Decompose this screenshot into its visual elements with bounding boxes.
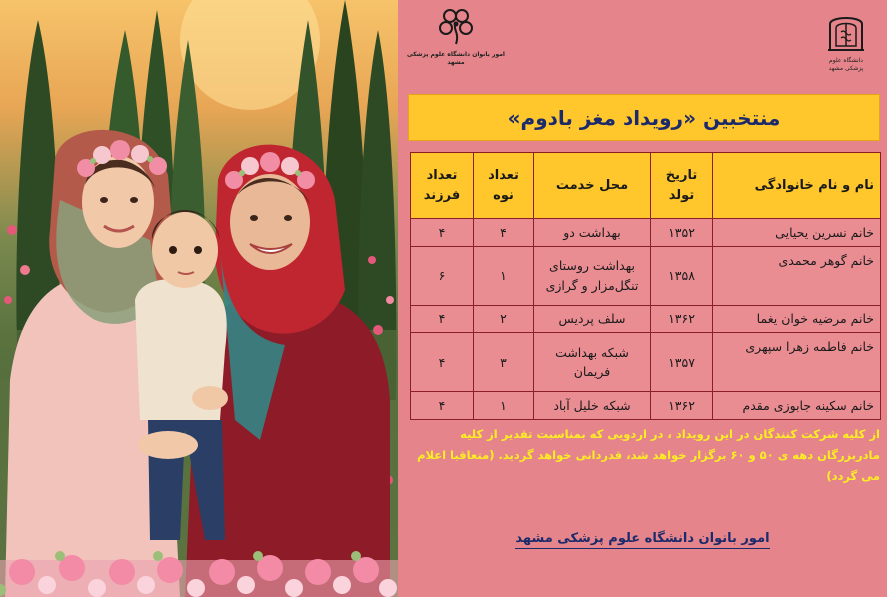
table-row (411, 333, 881, 392)
footer-signature: امور بانوان دانشگاه علوم پزشکی مشهد (515, 531, 769, 549)
cell-grandchildren: ۱ (474, 246, 534, 305)
table-row (411, 392, 881, 420)
announcement-note: از کلیه شرکت کنندگان در این رویداد ، در اردویی که بمناسبت تقدیر از کلیه مادربزرگان دهه ی ۵۰ و ۶۰ برگزار خواهد شد، قدردانی خواهد گردید. (متعاقبا اعلام می گردد) (417, 427, 880, 483)
cell-place: شبکه بهداشت فریمان (534, 333, 651, 392)
cell-place: بهداشت روستای تنگل‌مزار و گرازی (534, 246, 651, 305)
cell-name: خانم فاطمه زهرا سپهری (713, 333, 881, 392)
table-row (411, 246, 881, 305)
cell-children: ۴ (411, 305, 474, 333)
info-panel (398, 0, 887, 597)
table-header-row (411, 153, 881, 219)
cell-name: خانم نسرین یحیایی (713, 219, 881, 247)
family-photo (0, 0, 398, 597)
university-logo-caption: دانشگاه علوم پزشکی مشهد (828, 57, 864, 72)
table-row (411, 305, 881, 333)
cell-children: ۶ (411, 246, 474, 305)
women-affairs-emblem-icon (438, 6, 474, 46)
cell-grandchildren: ۲ (474, 305, 534, 333)
cell-birth: ۱۳۵۲ (651, 219, 713, 247)
cell-name: خانم گوهر محمدی (713, 246, 881, 305)
footer (398, 527, 887, 546)
university-logo (821, 10, 871, 73)
women-affairs-logo-caption: امور بانوان دانشگاه علوم پزشکی مشهد (407, 51, 505, 66)
cell-place: سلف پردیس (534, 305, 651, 333)
cell-grandchildren: ۳ (474, 333, 534, 392)
cell-birth: ۱۳۶۲ (651, 392, 713, 420)
table-row (411, 219, 881, 247)
header-name: نام و نام خانوادگی (713, 153, 881, 219)
cell-birth: ۱۳۶۲ (651, 305, 713, 333)
winners-table (410, 152, 881, 420)
family-photo-illustration (0, 0, 398, 597)
cell-name: خانم سکینه جابوزی مقدم (713, 392, 881, 420)
university-emblem-icon (826, 10, 866, 52)
women-affairs-logo (406, 6, 506, 67)
cell-grandchildren: ۴ (474, 219, 534, 247)
header-place: محل خدمت (534, 153, 651, 219)
cell-children: ۴ (411, 392, 474, 420)
header-birth: تاریخ تولد (651, 153, 713, 219)
cell-place: بهداشت دو (534, 219, 651, 247)
cell-children: ۴ (411, 333, 474, 392)
header-children: تعداد فرزند (411, 153, 474, 219)
title-banner: منتخبین «رویداد مغز بادوم» (408, 94, 880, 141)
cell-grandchildren: ۱ (474, 392, 534, 420)
cell-name: خانم مرضیه خوان یغما (713, 305, 881, 333)
cell-children: ۴ (411, 219, 474, 247)
header-grandchildren: تعداد نوه (474, 153, 534, 219)
cell-birth: ۱۳۵۸ (651, 246, 713, 305)
cell-place: شبکه خلیل آباد (534, 392, 651, 420)
cell-birth: ۱۳۵۷ (651, 333, 713, 392)
